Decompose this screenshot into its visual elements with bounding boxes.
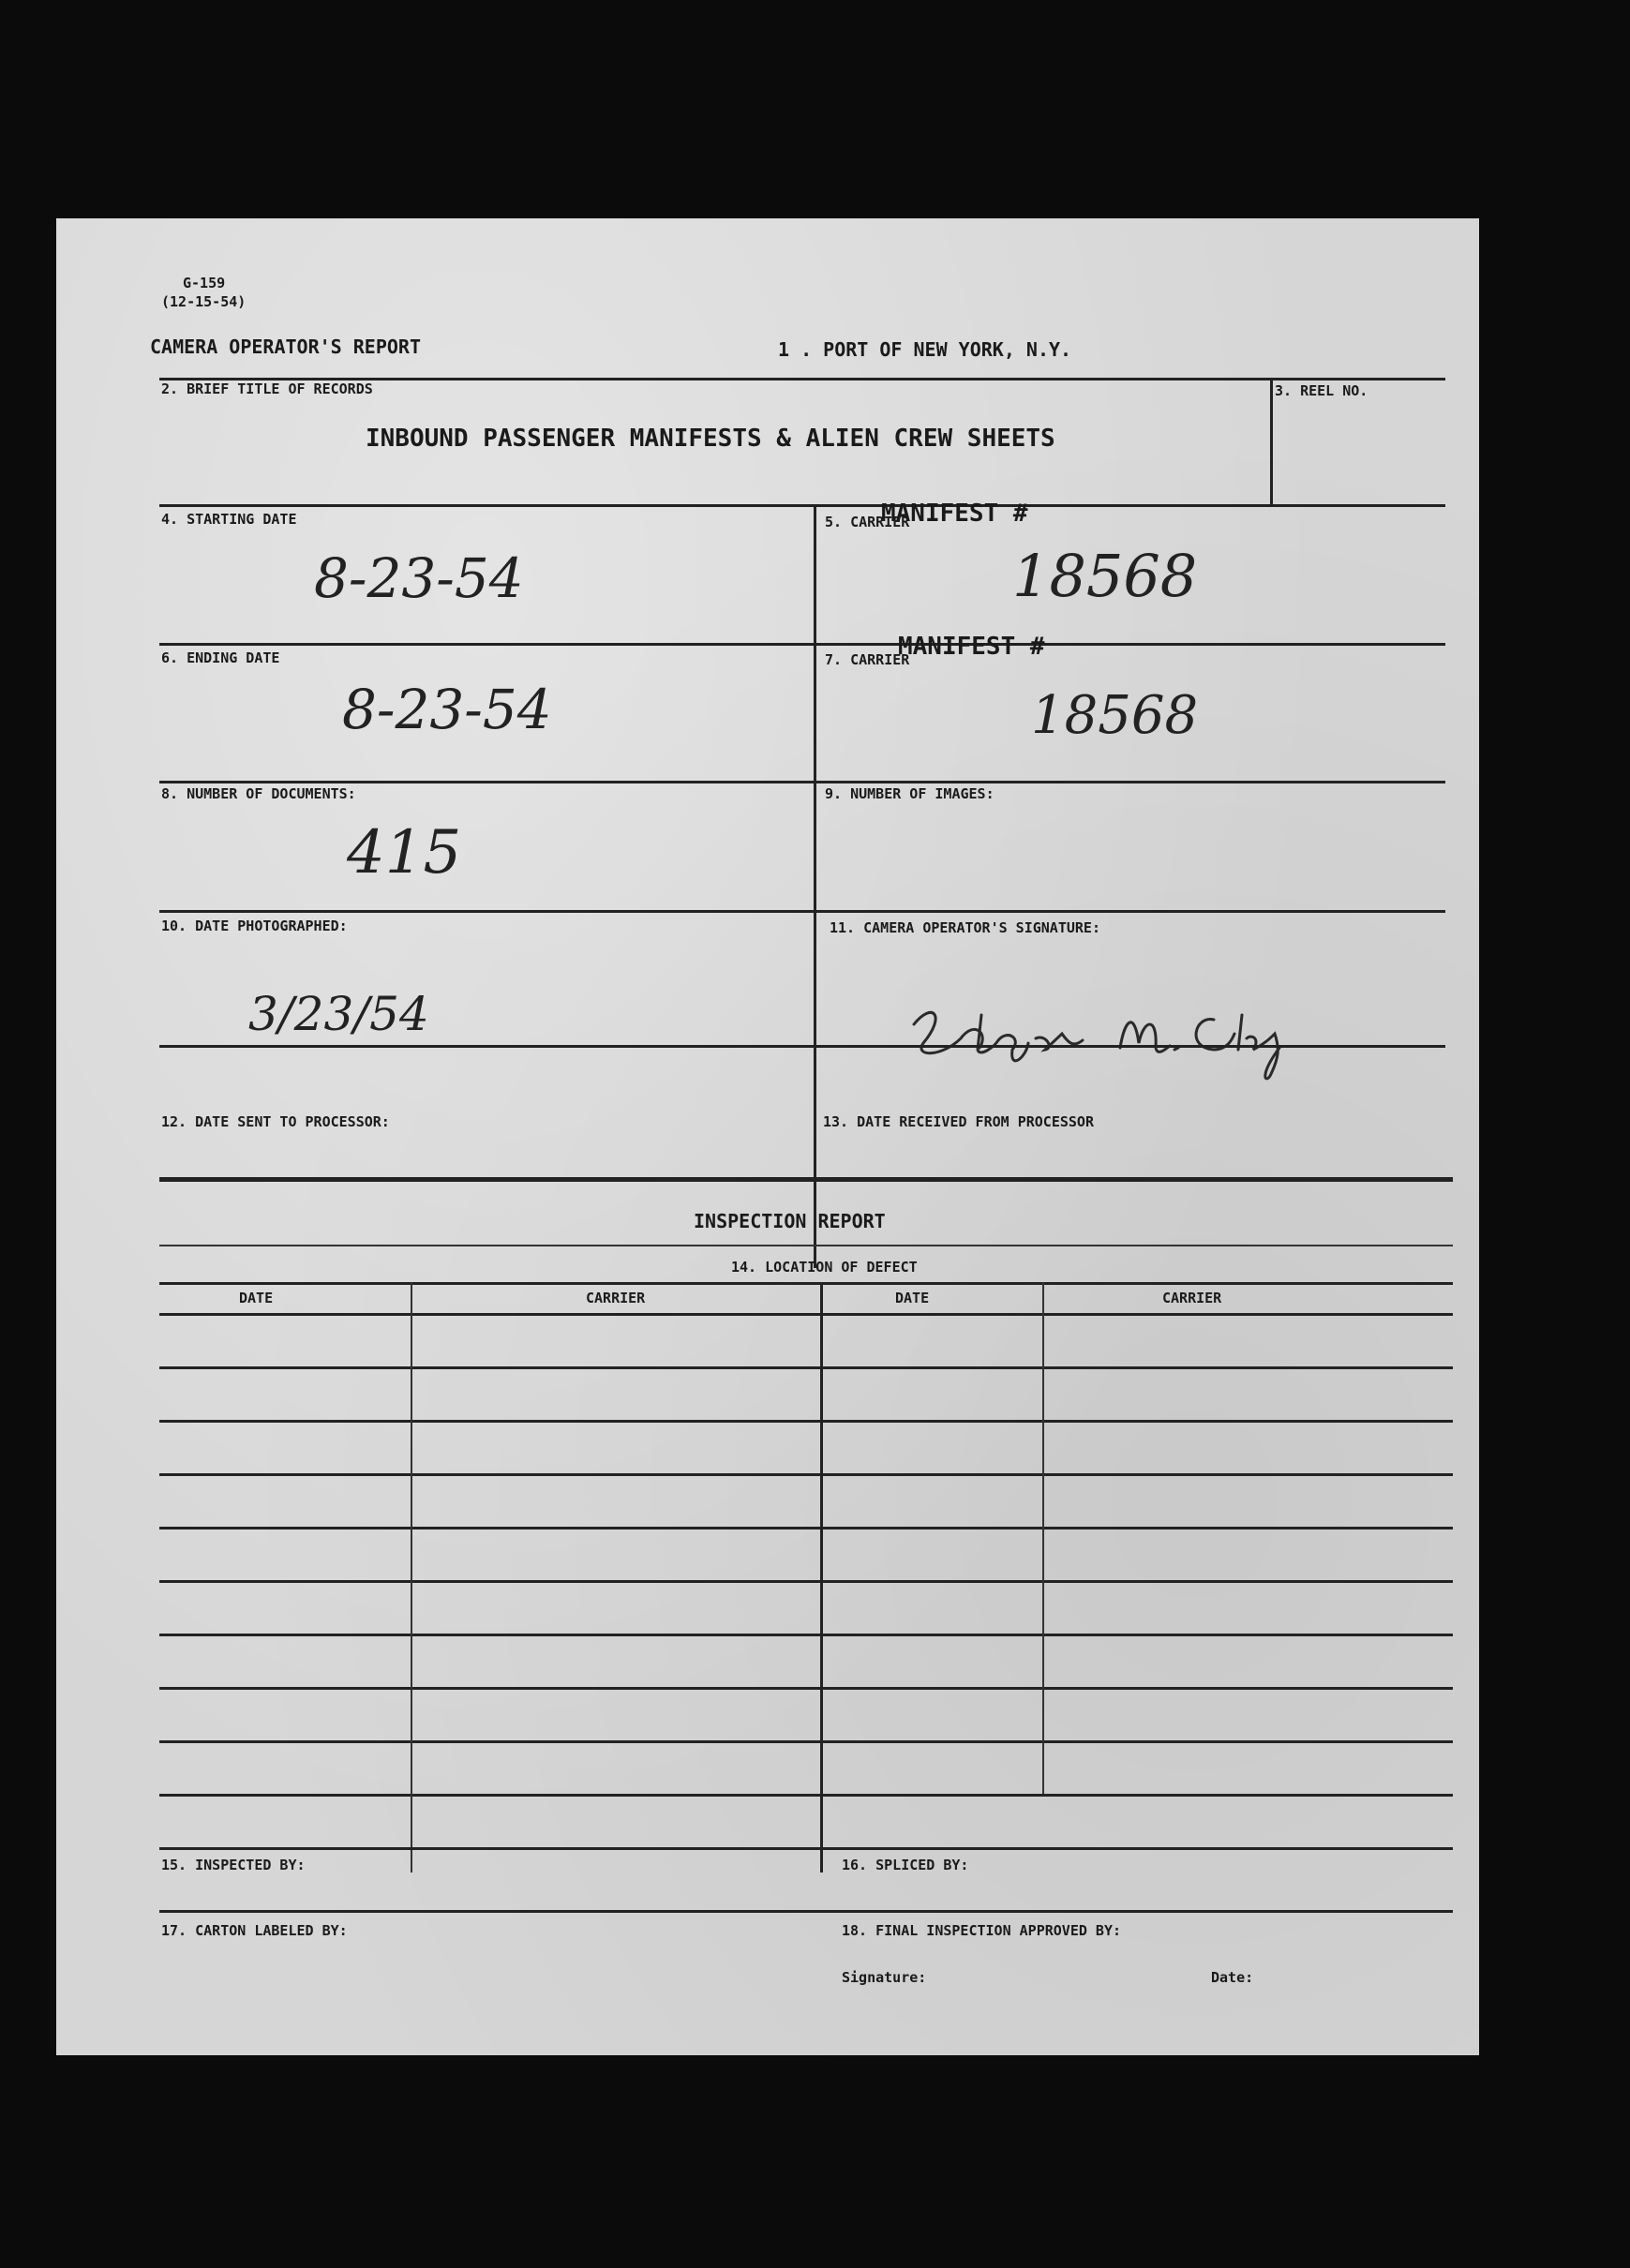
table-row-line bbox=[159, 1740, 1453, 1743]
divider bbox=[159, 910, 1445, 913]
table-row-line bbox=[159, 1687, 1453, 1690]
reel-label: 3. REEL NO. bbox=[1275, 382, 1368, 399]
table-row-line bbox=[159, 1473, 1453, 1476]
brief-title-label: 2. BRIEF TITLE OF RECORDS bbox=[161, 380, 373, 397]
divider bbox=[814, 504, 816, 1268]
carrier7-label: 7. CARRIER bbox=[825, 651, 910, 668]
column-header-date-2: DATE bbox=[895, 1290, 930, 1306]
inspection-title: INSPECTION REPORT bbox=[694, 1210, 886, 1232]
divider bbox=[159, 781, 1445, 783]
location-label: 14. LOCATION OF DEFECT bbox=[731, 1259, 918, 1276]
column-header-carrier-1: CARRIER bbox=[586, 1290, 646, 1306]
date-received-label: 13. DATE RECEIVED FROM PROCESSOR bbox=[823, 1113, 1094, 1130]
table-row-line bbox=[159, 1794, 1453, 1797]
brief-title-value: INBOUND PASSENGER MANIFESTS & ALIEN CREW SHEETS bbox=[366, 425, 1055, 453]
carton-labeled-label: 17. CARTON LABELED BY: bbox=[161, 1922, 348, 1939]
carrier5-label: 5. CARRIER bbox=[825, 514, 910, 530]
date-photographed-label: 10. DATE PHOTOGRAPHED: bbox=[161, 918, 348, 934]
date-label: Date: bbox=[1211, 1969, 1254, 1986]
table-row-line bbox=[159, 1634, 1453, 1636]
spliced-by-label: 16. SPLICED BY: bbox=[842, 1857, 969, 1873]
table-row-line bbox=[159, 1580, 1453, 1583]
carrier7-value: 18568 bbox=[1031, 685, 1199, 746]
column-header-carrier-2: CARRIER bbox=[1162, 1290, 1222, 1306]
starting-date-value: 8-23-54 bbox=[314, 546, 524, 610]
date-sent-label: 12. DATE SENT TO PROCESSOR: bbox=[161, 1113, 390, 1130]
carrier5-value: 18568 bbox=[1012, 542, 1198, 610]
signature-label: Signature: bbox=[842, 1969, 927, 1986]
operator-signature bbox=[905, 982, 1317, 1085]
divider bbox=[159, 643, 1445, 646]
table-row-line bbox=[159, 1366, 1453, 1369]
divider bbox=[1270, 378, 1273, 504]
num-documents-label: 8. NUMBER OF DOCUMENTS: bbox=[161, 785, 356, 802]
divider bbox=[159, 1177, 1453, 1182]
table-row-line bbox=[159, 1420, 1453, 1423]
inspected-by-label: 15. INSPECTED BY: bbox=[161, 1857, 306, 1873]
divider bbox=[159, 1282, 1453, 1285]
table-column-line bbox=[1042, 1282, 1044, 1794]
table-column-line bbox=[820, 1282, 823, 1873]
port-label: 1 . PORT OF NEW YORK, N.Y. bbox=[778, 338, 1072, 361]
report-form bbox=[56, 218, 1479, 2055]
form-revision: (12-15-54) bbox=[161, 293, 247, 310]
table-row-line bbox=[159, 1313, 1453, 1316]
final-approved-label: 18. FINAL INSPECTION APPROVED BY: bbox=[842, 1922, 1122, 1939]
starting-date-label: 4. STARTING DATE bbox=[161, 511, 297, 528]
ending-date-value: 8-23-54 bbox=[342, 678, 552, 741]
divider bbox=[159, 1245, 1453, 1246]
form-code: G-159 bbox=[183, 275, 226, 291]
form-title: CAMERA OPERATOR'S REPORT bbox=[150, 336, 421, 358]
carrier5-stamp: MANIFEST # bbox=[881, 500, 1028, 528]
divider bbox=[159, 1910, 1453, 1913]
num-documents-value: 415 bbox=[347, 818, 462, 888]
operator-signature-label: 11. CAMERA OPERATOR'S SIGNATURE: bbox=[830, 919, 1100, 936]
num-images-label: 9. NUMBER OF IMAGES: bbox=[825, 785, 994, 802]
divider bbox=[159, 1847, 1453, 1850]
divider bbox=[159, 1045, 1445, 1048]
date-photographed-value: 3/23/54 bbox=[248, 987, 429, 1041]
column-header-date-1: DATE bbox=[239, 1290, 274, 1306]
table-row-line bbox=[159, 1527, 1453, 1529]
table-column-line bbox=[411, 1282, 412, 1873]
carrier7-stamp: MANIFEST # bbox=[898, 633, 1045, 661]
ending-date-label: 6. ENDING DATE bbox=[161, 649, 280, 666]
divider bbox=[159, 504, 1445, 507]
